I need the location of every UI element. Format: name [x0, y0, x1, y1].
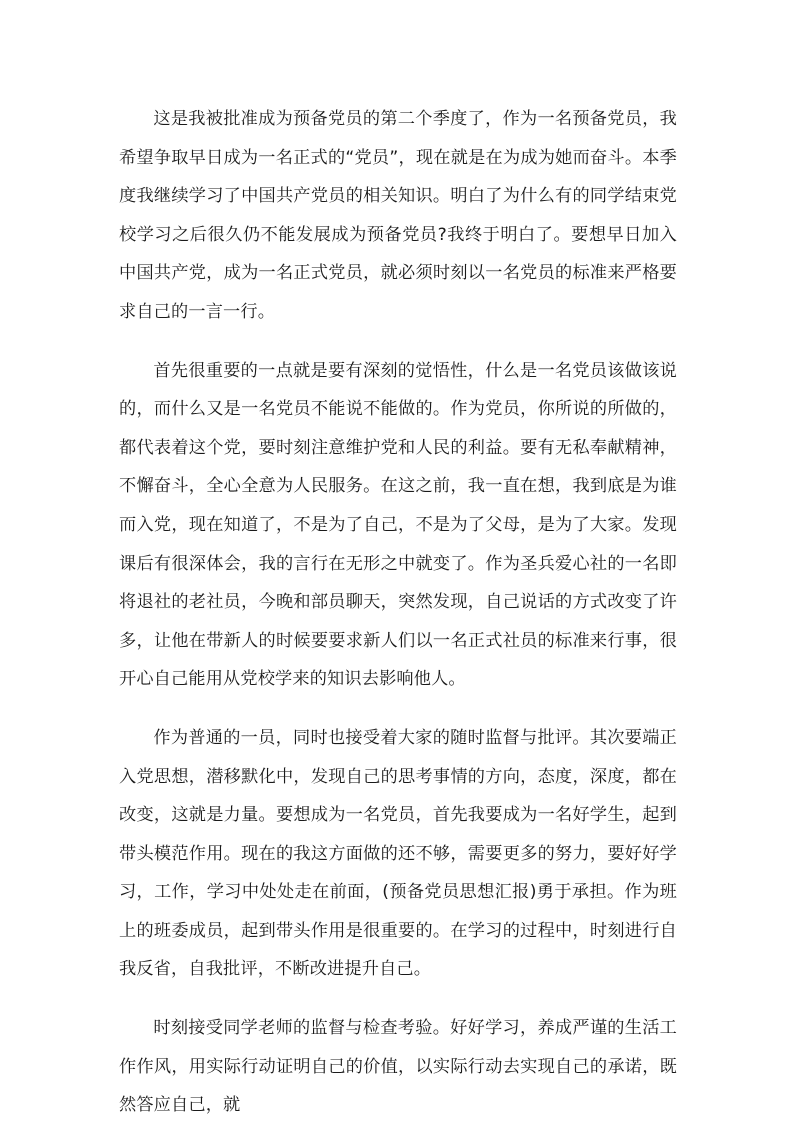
paragraph-2: 首先很重要的一点就是要有深刻的觉悟性，什么是一名党员该做该说的，而什么又是一名党员不能说不能做的。作为党员，你所说的所做的，都代表着这个党，要时刻注意维护党和人民的利益。要有无私奉献精神，不懈奋斗，全心全意为人民服务。在这之前，我一直在想，我到底是为谁而入党，现在知道了，不是为了自己，不是为了父母，是为了大家。发现课后有很深体会，我的言行在无形之中就变了。作为圣兵爱心社的一名即将退社的老社员，今晚和部员聊天，突然发现，自己说话的方式改变了许多，让他在带新人的时候要要求新人们以一名正式社员的标准来行事，很开心自己能用从党校学来的知识去影响他人。 [119, 360, 677, 690]
paragraph-1: 这是我被批准成为预备党员的第二个季度了，作为一名预备党员，我希望争取早日成为一名正式的“党员”，现在就是在为成为她而奋斗。本季度我继续学习了中国共产党员的相关知识。明白了为什么有的同学结束党校学习之后很久仍不能发展成为预备党员?我终于明白了。要想早日加入中国共产党，成为一名正式党员，就必须时刻以一名党员的标准来严格要求自己的一言一行。 [119, 109, 677, 322]
document-body [119, 100, 677, 1145]
paragraph-4: 时刻接受同学老师的监督与检查考验。好好学习，养成严谨的生活工作作风，用实际行动证明自己的价值，以实际行动去实现自己的承诺，既然答应自己，就 [119, 1018, 677, 1116]
paragraph-3: 作为普通的一员，同时也接受着大家的随时监督与批评。其次要端正入党思想，潜移默化中，发现自己的思考事情的方向，态度，深度，都在改变，这就是力量。要想成为一名党员，首先我要成为一名好学生，起到带头模范作用。现在的我这方面做的还不够，需要更多的努力，要好好学习，工作，学习中处处走在前面，(预备党员思想汇报)勇于承担。作为班上的班委成员，起到带头作用是很重要的。在学习的过程中，时刻进行自我反省，自我批评，不断改进提升自己。 [119, 727, 677, 980]
